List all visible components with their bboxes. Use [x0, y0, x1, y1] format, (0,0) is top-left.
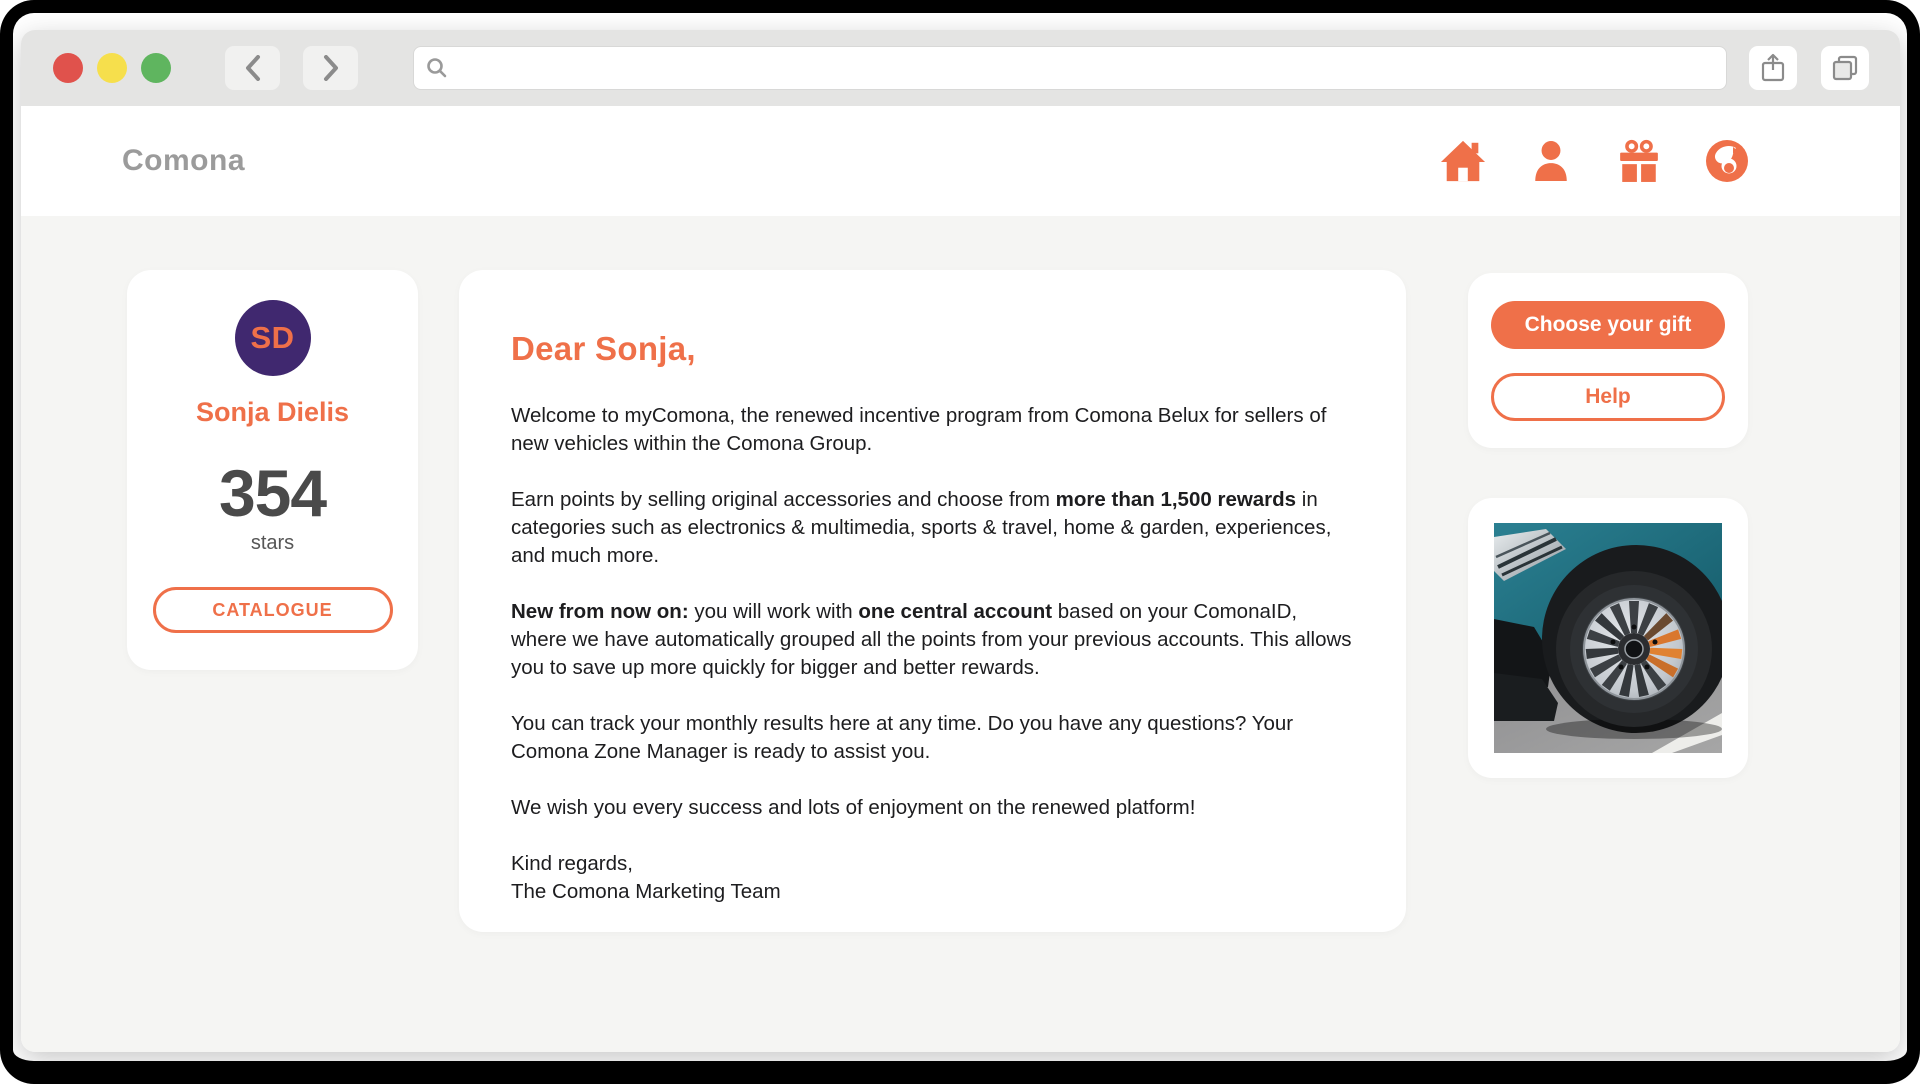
tab-overview-icon	[1831, 54, 1859, 82]
chevron-left-icon	[243, 55, 263, 81]
home-button[interactable]	[1440, 138, 1486, 184]
letter-paragraph: Welcome to myComona, the renewed incentive program from Comona Belux for sellers of new vehicles within the Comona Group.	[511, 404, 1327, 455]
share-icon	[1760, 53, 1786, 83]
chevron-right-icon	[321, 55, 341, 81]
letter-paragraph: We wish you every success and lots of enjoyment on the renewed platform!	[511, 796, 1196, 819]
header-nav	[1440, 138, 1750, 184]
page-content	[21, 216, 1900, 1052]
close-button[interactable]	[53, 53, 83, 83]
zoom-button[interactable]	[141, 53, 171, 83]
site-logo: Comona	[122, 144, 245, 177]
points-unit: stars	[250, 532, 295, 554]
points-value: 354	[218, 456, 327, 530]
site-header	[21, 106, 1900, 216]
letter-body	[511, 402, 1354, 906]
choose-gift-button[interactable]: Choose your gift	[1491, 301, 1725, 349]
back-button[interactable]	[225, 46, 280, 90]
car-wheel-photo	[1494, 523, 1722, 753]
letter-paragraph: Kind regards, The Comona Marketing Team	[511, 852, 781, 903]
browser-toolbar	[21, 30, 1900, 106]
home-icon	[1440, 139, 1486, 183]
user-button[interactable]	[1528, 138, 1574, 184]
search-icon	[426, 57, 448, 79]
profile-name: Sonja Dielis	[195, 397, 350, 427]
avatar-initials: SD	[250, 320, 295, 355]
letter-card	[459, 270, 1406, 932]
gift-button[interactable]	[1616, 138, 1662, 184]
gift-icon	[1618, 139, 1660, 183]
globe-icon	[1705, 139, 1749, 183]
profile-card	[127, 270, 418, 670]
letter-paragraph: New from now on: you will work with one central account based on your ComonaID, where we have automatically grouped all the points from your previous accounts. This allows you to save up more quickly for bigger and better rewards.	[511, 600, 1352, 679]
letter-paragraph: You can track your monthly results here at any time. Do you have any questions? Your Comona Zone Manager is ready to assist you.	[511, 712, 1294, 763]
forward-button[interactable]	[303, 46, 358, 90]
catalogue-button[interactable]: CATALOGUE	[153, 587, 393, 633]
address-bar[interactable]	[413, 46, 1727, 90]
tab-overview-button[interactable]	[1821, 46, 1869, 90]
share-button[interactable]	[1749, 46, 1797, 90]
window-controls	[53, 53, 171, 83]
user-icon	[1534, 140, 1568, 182]
letter-greeting: Dear Sonja,	[511, 330, 696, 367]
minimize-button[interactable]	[97, 53, 127, 83]
avatar	[235, 300, 311, 376]
address-bar-input[interactable]	[456, 47, 1714, 89]
browser-window	[21, 30, 1900, 1052]
globe-button[interactable]	[1704, 138, 1750, 184]
help-button[interactable]: Help	[1491, 373, 1725, 421]
letter-paragraph: Earn points by selling original accessories and choose from more than 1,500 rewards in categories such as electronics & multimedia, sports & travel, home & garden, experiences, and much more.	[511, 488, 1332, 567]
photo-card	[1468, 498, 1748, 778]
actions-card	[1468, 273, 1748, 448]
